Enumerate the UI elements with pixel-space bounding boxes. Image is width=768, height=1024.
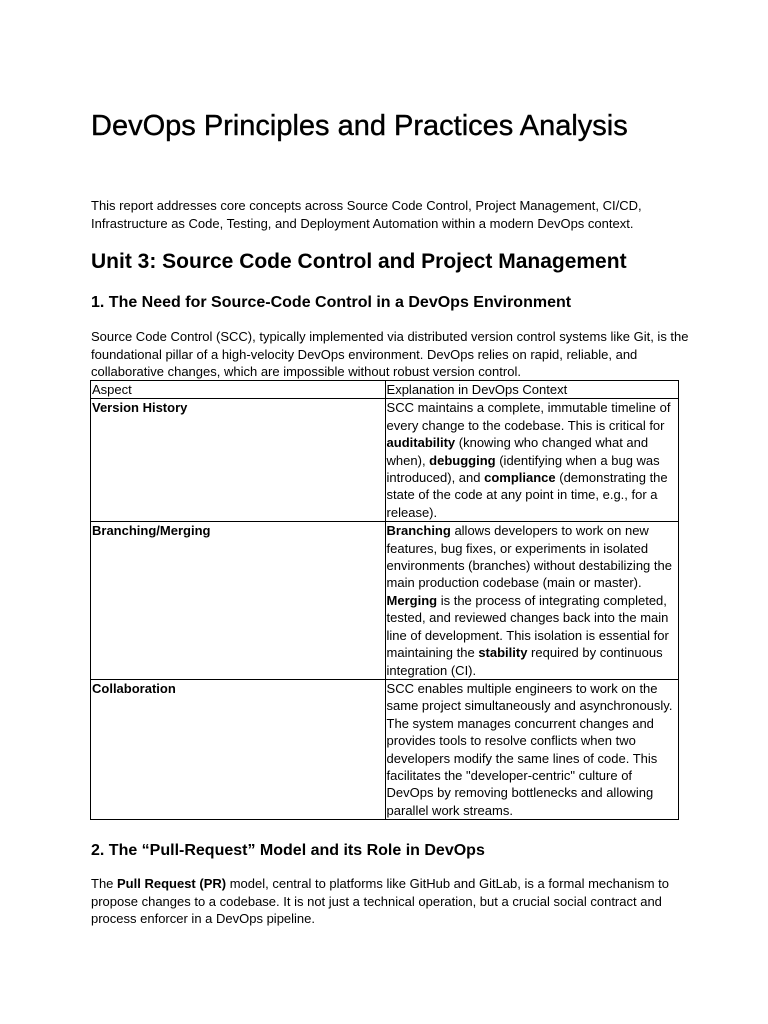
emphasis-term: Branching (386, 523, 451, 539)
explanation-cell (385, 522, 678, 680)
table-row (91, 522, 679, 680)
explanation-text: (knowing who changed what and when), (386, 435, 649, 468)
aspects-table (90, 380, 679, 820)
aspect-cell: Collaboration (91, 679, 386, 819)
emphasis-term: stability (478, 645, 528, 661)
explanation-text: SCC enables multiple engineers to work on the same project simultaneously and asynchronously. The system manages concurrent changes and provides tools to resolve conflicts when two developers modify the same lines of code. This facilitates the "developer-centric" culture of DevOps by removing bottlenecks and allowing parallel work streams. (386, 680, 673, 818)
section-2-heading: 2. The “Pull-Request” Model and its Role in DevOps (91, 842, 485, 859)
aspect-cell: Version History (91, 399, 386, 522)
column-header-explanation: Explanation in DevOps Context (385, 381, 678, 399)
table-row (91, 679, 679, 819)
explanation-text: is the process of integrating completed, tested, and reviewed changes back into the main line of development. This isolation is essential for maintaining the (386, 592, 669, 661)
explanation-text: (identifying when a bug was introduced), and (386, 452, 660, 486)
emphasis-term: Merging (386, 592, 438, 608)
emphasis-term: debugging (429, 452, 496, 468)
explanation-cell (385, 399, 678, 522)
section-2-paragraph (91, 875, 691, 928)
column-header-aspect: Aspect (91, 381, 386, 399)
table-row (91, 399, 679, 522)
unit-heading: Unit 3: Source Code Control and Project Management (91, 250, 627, 273)
emphasis-term: Pull Request (PR) (117, 876, 227, 891)
explanation-cell (385, 679, 678, 819)
table-header-row (91, 381, 679, 399)
explanation-text: allows developers to work on new features, bug fixes, or experiments in isolated environments (branches) without destabilizing the main production codebase (main or master). (386, 523, 672, 591)
emphasis-term: compliance (484, 470, 556, 486)
paragraph-text: The (91, 876, 118, 891)
document-title: DevOps Principles and Practices Analysis (91, 110, 628, 142)
explanation-text: (demonstrating the state of the code at any point in time, e.g., for a release). (386, 470, 668, 520)
emphasis-term: auditability (386, 435, 456, 451)
intro-paragraph: This report addresses core concepts across Source Code Control, Project Management, CI/CD, Infrastructure as Code, Testing, and Deployment Automation within a modern DevOps context. (91, 198, 642, 231)
aspect-cell: Branching/Merging (91, 522, 386, 680)
section-1-paragraph: Source Code Control (SCC), typically implemented via distributed version control systems like Git, is the foundational pillar of a high-velocity DevOps environment. DevOps relies on rapid, reliable, and collaborative changes, which are impossible without robust version control. (91, 329, 689, 379)
section-1-heading: 1. The Need for Source-Code Control in a DevOps Environment (91, 294, 572, 311)
explanation-text: SCC maintains a complete, immutable timeline of every change to the codebase. This is critical for (386, 400, 671, 433)
paragraph-text: model, central to platforms like GitHub and GitLab, is a formal mechanism to propose changes to a codebase. It is not just a technical operation, but a crucial social contract and process enforcer in a DevOps pipeline. (91, 876, 670, 926)
explanation-text: required by continuous integration (CI). (386, 645, 663, 678)
